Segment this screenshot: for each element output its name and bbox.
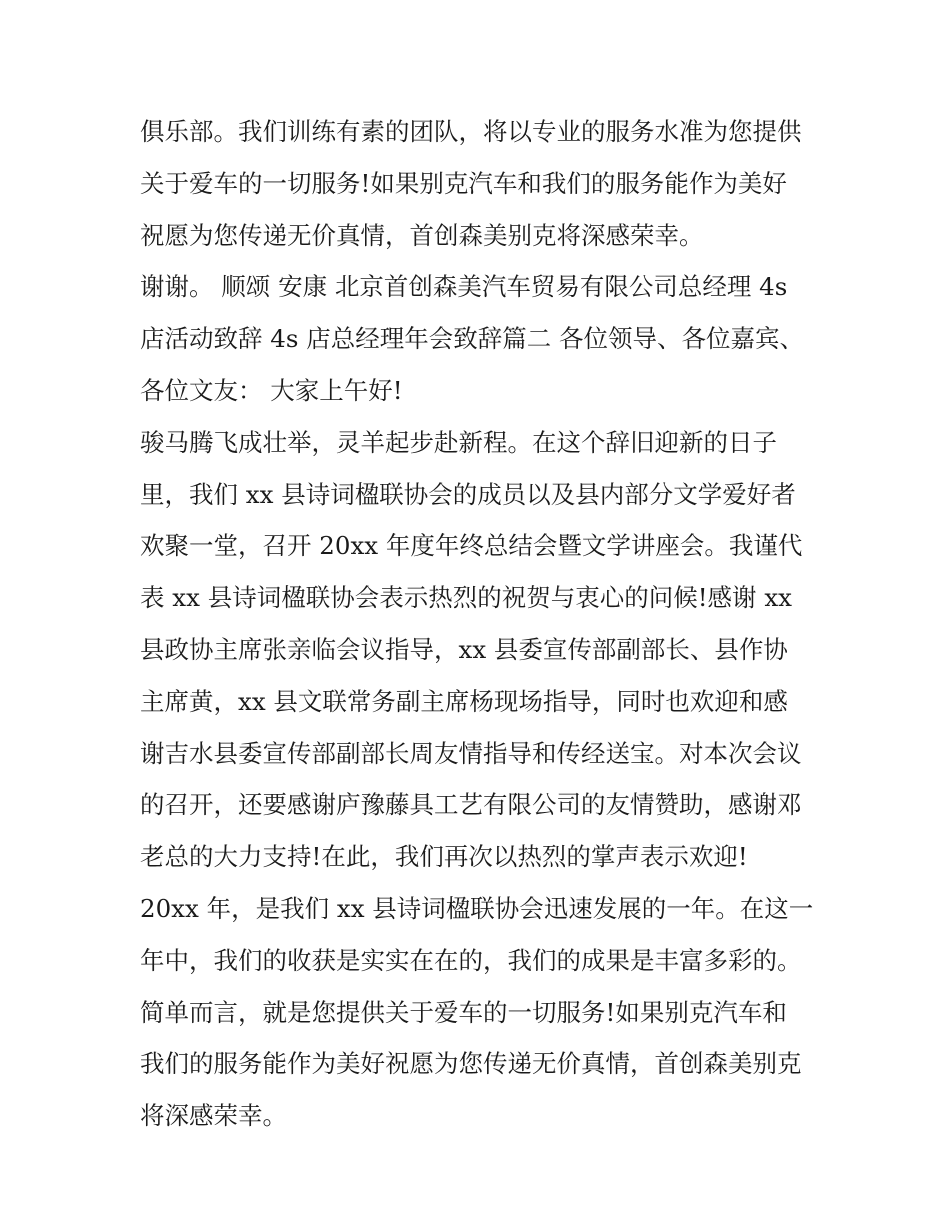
text-line: 将深感荣幸。: [140, 1101, 287, 1131]
text-line: 各位文友： 大家上午好!: [140, 375, 403, 405]
text-line: 县政协主席张亲临会议指导，xx 县委宣传部副部长、县作协: [140, 634, 788, 664]
text-line: 俱乐部。我们训练有素的团队，将以专业的服务水准为您提供: [140, 117, 802, 146]
document-body: [140, 106, 820, 1142]
text-line: 谢谢。 顺颂 安康 北京首创森美汽车贸易有限公司总经理 4s: [140, 272, 788, 302]
text-line: 谢吉水县委宣传部副部长周友情指导和传经送宝。对本次会议: [140, 738, 802, 768]
text-line: 骏马腾飞成壮举，灵羊起步赴新程。在这个辞旧迎新的日子: [140, 427, 777, 457]
text-line: 表 xx 县诗词楹联协会表示热烈的祝贺与衷心的问候!感谢 xx: [140, 583, 792, 613]
text-line: 店活动致辞 4s 店总经理年会致辞篇二 各位领导、各位嘉宾、: [140, 324, 805, 354]
text-line: 年中，我们的收获是实实在在的，我们的成果是丰富多彩的。: [140, 945, 802, 975]
text-line: 20xx 年，是我们 xx 县诗词楹联协会迅速发展的一年。在这一: [140, 893, 814, 923]
text-line: 的召开，还要感谢庐豫藤具工艺有限公司的友情赞助，感谢邓: [140, 790, 802, 820]
text-line: 祝愿为您传递无价真情，首创森美别克将深感荣幸。: [140, 220, 704, 250]
text-line: 老总的大力支持!在此，我们再次以热烈的掌声表示欢迎!: [140, 842, 748, 872]
text-line: 简单而言，就是您提供关于爱车的一切服务!如果别克汽车和: [140, 997, 787, 1027]
text-line: 主席黄，xx 县文联常务副主席杨现场指导，同时也欢迎和感: [140, 686, 788, 716]
text-line: 里，我们 xx 县诗词楹联协会的成员以及县内部分文学爱好者: [140, 479, 796, 509]
text-line: 我们的服务能作为美好祝愿为您传递无价真情，首创森美别克: [140, 1049, 802, 1079]
text-line: 关于爱车的一切服务!如果别克汽车和我们的服务能作为美好: [140, 168, 787, 198]
text-line: 欢聚一堂，召开 20xx 年度年终总结会暨文学讲座会。我谨代: [140, 531, 803, 561]
